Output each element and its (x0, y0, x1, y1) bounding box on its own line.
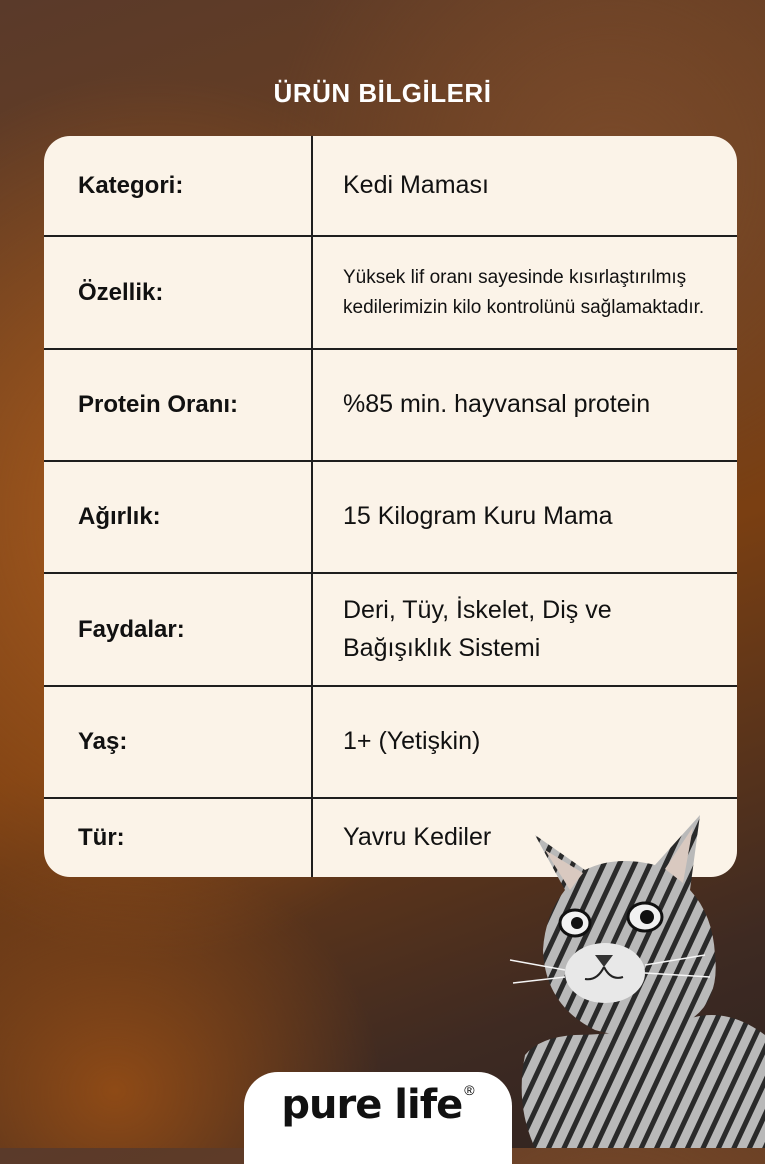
row-label: Ağırlık: (44, 462, 313, 572)
row-label: Özellik: (44, 237, 313, 348)
page-title: ÜRÜN BİLGİLERİ (273, 78, 492, 108)
table-row-weight (44, 462, 737, 574)
brand-name: pure life (281, 1082, 463, 1128)
row-label: Protein Oranı: (44, 350, 313, 460)
row-value: Yavru Kediler (343, 823, 492, 852)
table-row-category (44, 136, 737, 237)
row-value: 15 Kilogram Kuru Mama (343, 502, 613, 531)
row-label: Tür: (44, 799, 313, 877)
table-row-benefits (44, 574, 737, 687)
row-label: Kategori: (44, 136, 313, 235)
row-value: Deri, Tüy, İskelet, Diş ve Bağışıklık Sistemi (343, 596, 612, 662)
row-value: %85 min. hayvansal protein (343, 390, 651, 419)
table-row-age (44, 687, 737, 799)
product-info-table (44, 136, 737, 877)
tabby-cat-illustration (505, 805, 765, 1148)
brand-logo (244, 1072, 512, 1164)
registered-mark: ® (464, 1082, 475, 1098)
table-row-feature (44, 237, 737, 350)
row-label: Yaş: (44, 687, 313, 797)
row-label: Faydalar: (44, 574, 313, 685)
row-value: Yüksek lif oranı sayesinde kısırlaştırılmış kedilerimizin kilo kontrolünü sağlamaktadır. (343, 267, 705, 318)
table-row-protein (44, 350, 737, 462)
row-value: 1+ (Yetişkin) (343, 727, 481, 756)
row-value: Kedi Maması (343, 170, 489, 199)
